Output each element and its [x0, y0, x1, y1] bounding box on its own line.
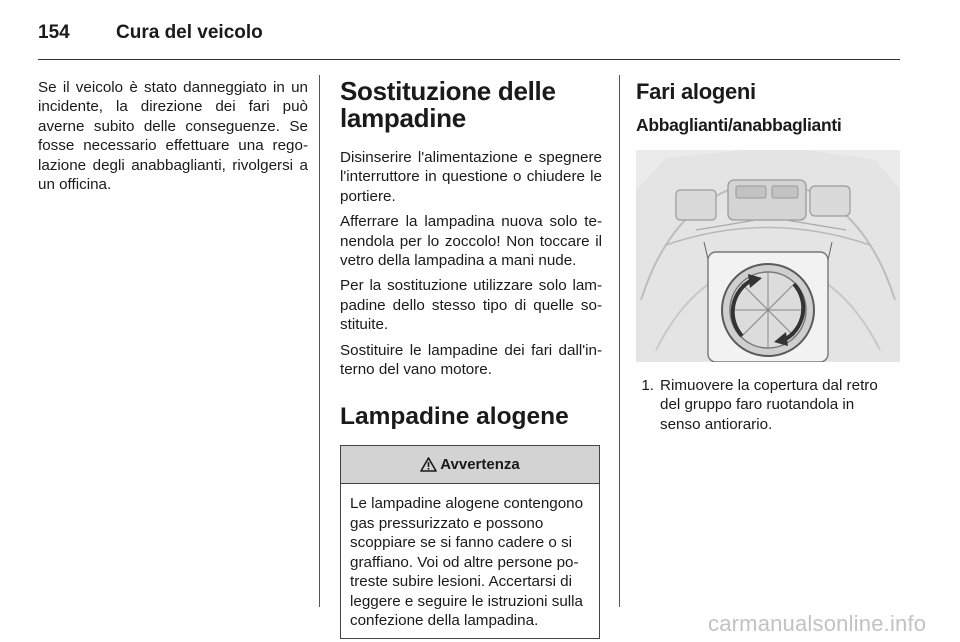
subsection-title: Abbaglianti/anabbaglianti — [636, 115, 842, 135]
running-title: Cura del veicolo — [116, 22, 263, 43]
paragraph: Afferrare la lampadina nuova solo tenendola per lo zoccolo! Non toccare il vetro della lampadina a mani nude. — [340, 213, 602, 270]
section-title: Sostituzione delle lampadine — [340, 76, 556, 133]
engine-bay-illustration — [636, 150, 900, 362]
column-1 — [38, 78, 308, 194]
step-number: 1. — [641, 377, 654, 394]
page-number: 154 — [38, 22, 70, 43]
warning-triangle-icon — [420, 457, 437, 472]
column-2 — [340, 78, 602, 639]
headlamp-cover-diagram — [636, 150, 900, 362]
warning-header — [341, 446, 599, 484]
column-3 — [636, 78, 900, 434]
section-title: Fari alogeni — [636, 79, 756, 104]
paragraph: Sostituire le lampadine dei fari dall'interno del vano motore. — [340, 341, 602, 379]
column-divider-2 — [619, 75, 620, 607]
warning-title: Avvertenza — [440, 456, 520, 474]
subsection-title: Lampadine alogene — [340, 403, 569, 431]
paragraph: Disinserire l'alimentazione e spegnere l'interruttore in questione o chiudere le portiere. — [340, 149, 602, 205]
paragraph: Per la sostituzione utilizzare solo lampadine dello stesso tipo di quelle sostituite. — [340, 277, 602, 334]
page-header — [38, 18, 263, 48]
section-body — [340, 148, 602, 379]
watermark-text: carmanualsonline.info — [708, 611, 927, 636]
list-item — [636, 376, 900, 434]
header-divider — [38, 59, 900, 60]
warning-box — [340, 445, 600, 639]
intro-paragraph: Se il veicolo è stato danneggiato in un incidente, la direzione dei fari può averne subito delle conseguenze. Se fosse necessario effettuare una regolazione degli anabbaglianti, rivolgersi a un officina. — [38, 79, 308, 194]
instruction-list — [636, 376, 900, 434]
step-text: Rimuovere la copertura dal retro del gruppo faro ruotandola in senso antiorario. — [660, 377, 878, 433]
warning-text: Le lampadine alogene contengono gas pressurizzato e possono scoppiare se si fanno cadere o si graffiano. Voi od altre persone potreste subire lesioni. Accertarsi di leggere e seguire le istruzioni sulla confezione della lampadina. — [350, 495, 584, 629]
column-divider-1 — [319, 75, 320, 607]
